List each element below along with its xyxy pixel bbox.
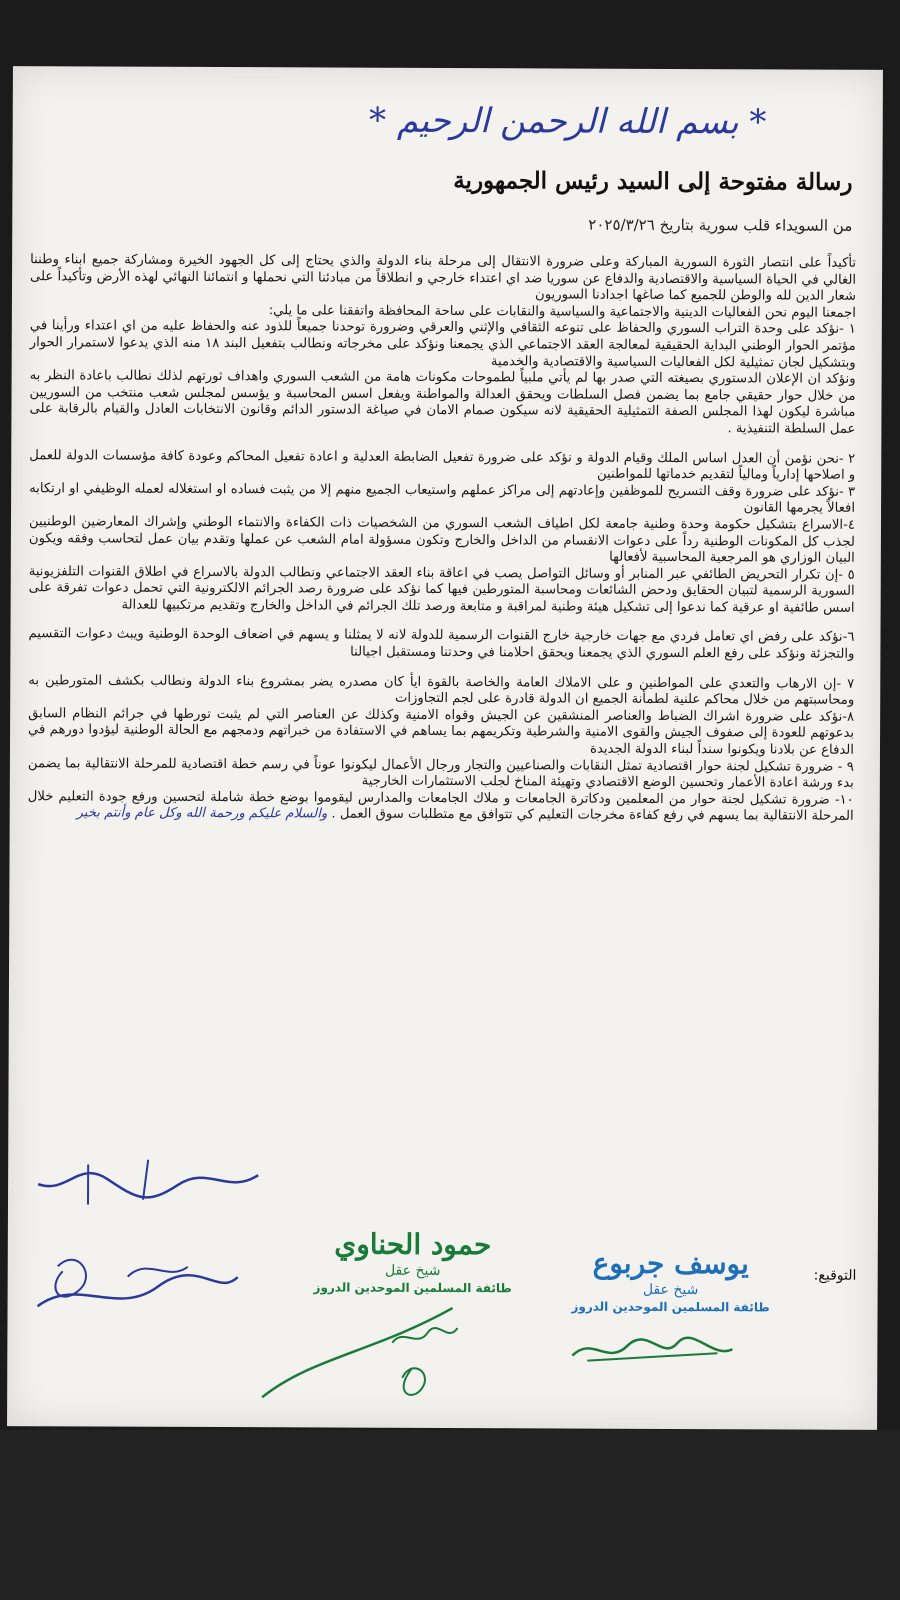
signatory-2-title: شيخ عقل [384,1262,441,1279]
signature-scribble-blue [567,1331,737,1372]
paragraph-point-8: ٨-نؤكد على ضرورة اشراك الضباط والعناصر المنشقين عن الجيش وقواه الامنية وكذلك عن العناصر التي لم يثبت تورطها في جرائم النظام السابق بدعوتهم للعودة إلى صفوف الجيش والقوى الامنية والشرطية وتكريمهم بما يساهم في الاستفادة من خبراتهم ودمجهم مع الحالة الوطنية ليؤدوا دورهم في الدفاع عن بلادنا ويكونوا سنداً لبناء الدولة الجديدة [28,706,855,758]
paragraph-point-7: ٧ -إن الارهاب والتعدي على المواطنين و على الاملاك العامة والخاصة بالقوة ايأ كان مصدره يضر بمشروع بناء الدولة ونطالب بكشف المتورطين به ومحاسبتهم من خلال محاكم علنية لطمأنة الجميع ان الدولة قادرة على لجم التجاوزات [28,672,855,709]
signatory-2-stamp [288,1227,538,1296]
paragraph-point-9: ٩ - ضرورة تشكيل لجنة حوار اقتصادية تمثل النقابات والصناعيين والتجار ورجال الأعمال ليكونوا عوناً في رسم خطة اقتصادية للمرحلة الانتقالية بما يضمن بدء ورشة اعادة الأعمار وتحسين الوضع الاقتصادي وتهيئة المناخ لجلب الاستثمارات الخارجية [27,755,854,792]
paragraph-point-5: ٥ -إن تكرار التحريض الطائفي عبر المنابر أو وسائل التواصل يصب في اعاقة بناء العقد الاجتماعي ونطالب الدولة بالاسراع في اطلاق القنوات التلفزيونية السورية الرسمية لتبيان الحقايق ودحض الشائعات ومحاسبة المتورطين فيها كما نؤكد على ضرورة رصد الجرائم الالكترونية التي تحمل دعوات تفرقة على اسس طائفية او عرقية كما ندعوا إلى تشكيل هيئة وطنية لمراقبة و متابعة ورصد تلك الجرائم في الداخل والخارج وتقديم مرتكبيها للعدالة [28,563,855,616]
paragraph-constitution: ونؤكد ان الإعلان الدستوري بصيغته التي صدر بها لم يأتي ملبياً لطموحات مكونات هامة من الشعب السوري واهداف ثورتهم لذلك نطالب باعادة النظر به من خلال حوار حقيقي جامع بما يضمن فصل السلطات ويحقق العدالة والمواطنة ويفعل اسس المحاسبة و يؤسس لمجلس شعب منتخب من السوريين مباشرة ليكون لهذا المجلس الصفة التمثيلية الحقيقية لانه سيكون صمام الامان في صياغة الدستور الدائم وقانون الانتخابات العادل والقيام بالرقابة على عمل السلطة التنفيذية . [29,368,856,437]
basmala-heading: * بسم الله الرحمن الرحيم * [368,100,767,143]
paragraph-point-2: ٢ -نحن نؤمن أن العدل اساس الملك وقيام الدولة و نؤكد على ضرورة تفعيل الضابطة العدلية و اعادة تفعيل المحاكم وعودة كافة مؤسسات الدولة للعمل و اصلاحها إدارياً ومالياً لتقديم خدماتها للمواطنين [29,447,856,483]
background-surface [0,1430,900,1600]
signatory-1-name: يوسف جربوع [592,1246,749,1281]
signatory-1-stamp [556,1246,786,1315]
signatory-2-name: حمود الحناوي [334,1227,492,1262]
signatory-1-sect: طائفة المسلمين الموحدين الدروز [571,1299,770,1315]
paragraph-point-1: ١ -نؤكد على وحدة التراب السوري والحفاظ على تنوعه الثقافي والإثني والعرقي وضرورة توحدنا جميعاً للذود عنه والحفاظ عليه من اي اعتداء ورأينا في مؤتمر الحوار الوطني البداية الحقيقية لمعالجة العقد الاجتماعي الذي يجمعنا ونؤكد على مخرجاته ونطالب بتفعيل البند ١٨ منه الذي يدعوا لاستمرار الحوار وبتشكيل لجان تمثيلية لكل الفعاليات السياسية والاقتصادية والخدمية [29,318,856,371]
paragraph-point-4: ٤-الاسراع بتشكيل حكومة وحدة وطنية جامعة لكل اطياف الشعب السوري من الشخصيات ذات الكفاءة والانتماء الوطني وإشراك المعارضين الوطنيين لجذب كل المكونات الوطنية رداً على دعوات الانقسام من الداخل والخارج وتكون مسؤولة امام الشعب عن عملها وتقدم بيان عمل لتحاسب وفقه ويكون البيان الوزاري هو المرجعية المحاسبية لأفعالها [28,514,856,566]
letter-paper [7,66,883,1430]
closing-greeting: والسلام عليكم ورحمة الله وكل عام وأنتم بخير [76,805,328,822]
letter-body [28,252,856,826]
signature-scribble-green [252,1297,482,1408]
signatory-2-sect: طائفة المسلمين الموحدين الدروز [313,1280,512,1296]
paragraph-point-3: ٣ -نؤكد على ضرورة وقف التسريح للموظفين وإعادتهم إلى مراكز عملهم واستيعاب الجميع منهم إلا من يثبت فساده او استغلاله لعمله الوظيفي او ارتكابه افعالاً يجرمها القانون [29,480,856,517]
from-date-line: من السويداء قلب سورية بتاريخ ٢٠٢٥/٣/٢٦ [588,215,853,235]
paragraph-intro: تأكيداً على انتصار الثورة السورية المباركة وعلى ضرورة الانتقال إلى مرحلة بناء الدولة والذي يحتاج إلى كل الجهود الخيرة ومشاركة جميع ابناء وطننا الغالي في الحياة السياسية والاقتصادية والدفاع عن سوريا ضد اي اعتداء خارجي و انطلاقاً من مبادئنا التي نحملها و انتمائنا النهائي لهذه الأرض وتأكيداً على شعار الدين لله والوطن للجميع كما صاغها اجدادنا السوريون [30,252,857,304]
paragraph-point-6: ٦-نؤكد على رفض اي تعامل فردي مع جهات خارجية خارج القنوات الرسمية للدولة لانه لا يمثلنا و يسهم في اضعاف الوحدة الوطنية ويبث دعوات التقسيم والتجزئة ونؤكد على رفع العلم السوري الذي يجمعنا ويحقق احلامنا في وحدتنا ومستقبل اجيالنا [28,626,855,662]
paragraph-point-10-text: ١٠- ضرورة تشكيل لجنة حوار من المعلمين ودكاترة الجامعات و ملاك الجامعات والمدارس ليقوموا بوضع خطة شاملة لتحسين ورفع جودة التعليم خلال المرحلة الانتقالية بما يسهم في رفع كفاءة مخرجات التعليم كي تتوافق مع متطلبات سوق العمل . [27,788,854,825]
paragraph-point-10 [28,789,854,826]
paragraph-agreement: اجمعنا اليوم نحن الفعاليات الدينية والاجتماعية والسياسية والنقابات على ساحة المحافظة واتفقنا على ما يلي: [268,303,856,321]
letter-title: رسالة مفتوحة إلى السيد رئيس الجمهورية [453,167,853,196]
signatory-1-title: شيخ عقل [642,1281,699,1299]
signature-scribble-left-bottom [17,1236,247,1327]
signature-scribble-left-top [28,1154,268,1215]
signature-label: التوقيع: [813,1267,857,1284]
